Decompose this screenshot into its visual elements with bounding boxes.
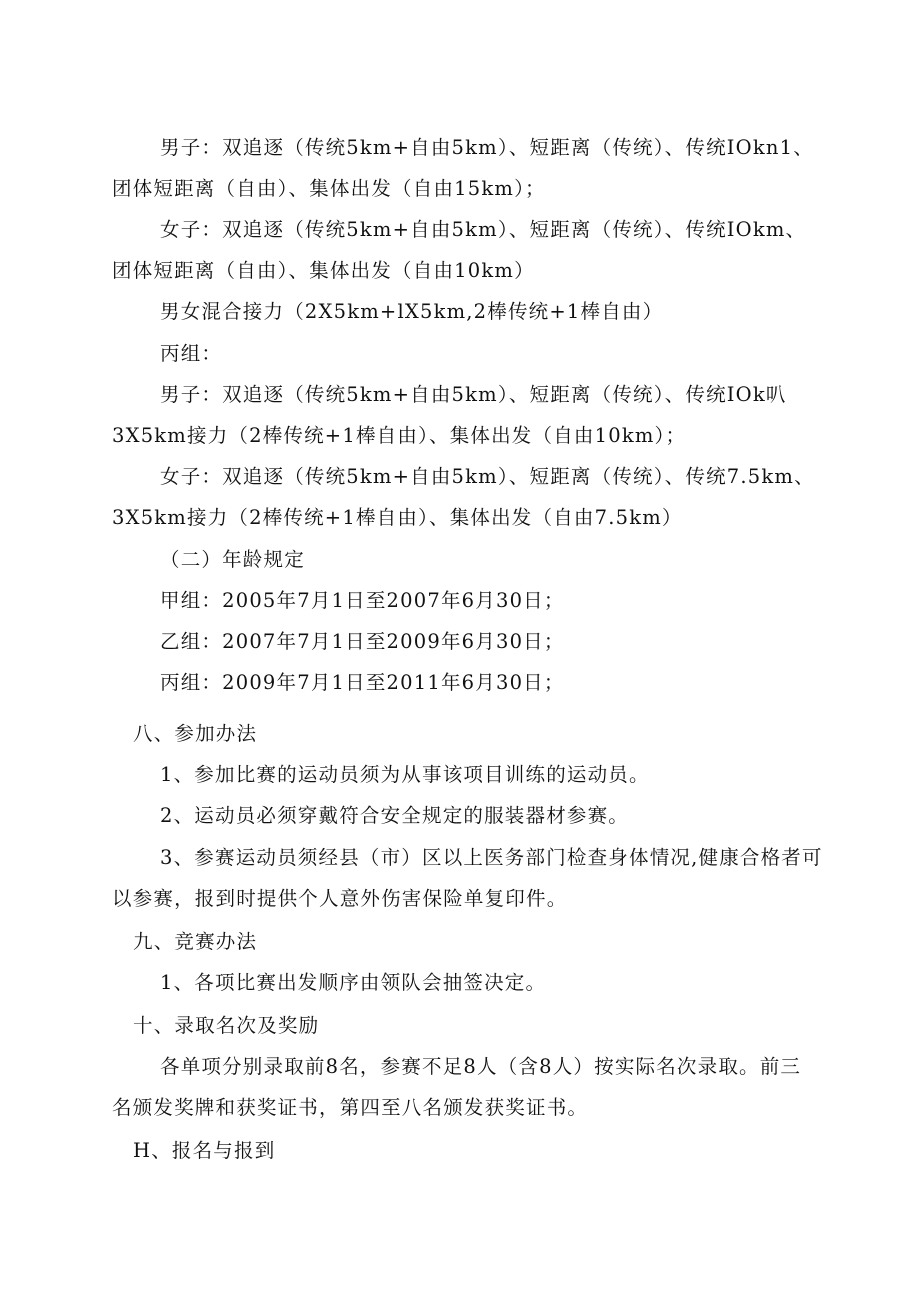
participation-rule-3-line-2: 以参赛，报到时提供个人意外伤害保险单复印件。 <box>112 887 568 910</box>
age-rule-group-c: 丙组：2009年7月1日至2011年6月30日； <box>160 671 565 694</box>
group-c-heading: 丙组： <box>160 342 223 365</box>
group-c-men-line-1: 男子：双追逐（传统5km+自由5km）、短距离（传统）、传统IOk叭 <box>160 383 787 406</box>
age-rule-group-a: 甲组：2005年7月1日至2007年6月30日； <box>160 589 565 612</box>
group-c-men-line-2: 3X5km接力（2棒传统+1棒自由）、集体出发（自由10km）； <box>112 424 687 447</box>
women-events-line-2: 团体短距离（自由）、集体出发（自由10km） <box>112 259 535 282</box>
group-c-women-line-2: 3X5km接力（2棒传统+1棒自由）、集体出发（自由7.5km） <box>112 506 683 529</box>
women-events-line-1: 女子：双追逐（传统5km+自由5km）、短距离（传统）、传统IOkm、 <box>160 218 807 241</box>
awards-line-1: 各单项分别录取前8名，参赛不足8人（含8人）按实际名次录取。前三 <box>160 1055 802 1078</box>
age-rule-group-b: 乙组：2007年7月1日至2009年6月30日； <box>160 630 565 653</box>
men-events-line-1: 男子：双追逐（传统5km+自由5km）、短距离（传统）、传统IOkn1、 <box>160 136 814 159</box>
participation-rule-1: 1、参加比赛的运动员须为从事该项目训练的运动员。 <box>160 763 650 786</box>
section-10-heading: 十、录取名次及奖励 <box>133 1014 320 1037</box>
age-rules-heading: （二）年龄规定 <box>160 548 305 571</box>
competition-rule-1: 1、各项比赛出发顺序由领队会抽签决定。 <box>160 971 547 994</box>
section-9-heading: 九、竞赛办法 <box>133 930 258 953</box>
section-8-heading: 八、参加办法 <box>133 722 258 745</box>
group-c-women-line-1: 女子：双追逐（传统5km+自由5km）、短距离（传统）、传统7.5km、 <box>160 465 815 488</box>
men-events-line-2: 团体短距离（自由）、集体出发（自由15km）； <box>112 177 546 200</box>
participation-rule-2: 2、运动员必须穿戴符合安全规定的服装器材参赛。 <box>160 804 630 827</box>
participation-rule-3-line-1: 3、参赛运动员须经县（市）区以上医务部门检查身体情况,健康合格者可 <box>160 846 823 869</box>
awards-line-2: 名颁发奖牌和获奖证书，第四至八名颁发获奖证书。 <box>112 1096 589 1119</box>
section-11-heading: H、报名与报到 <box>133 1139 276 1162</box>
mixed-relay-line: 男女混合接力（2X5km+lX5km,2棒传统+1棒自由） <box>160 300 664 323</box>
